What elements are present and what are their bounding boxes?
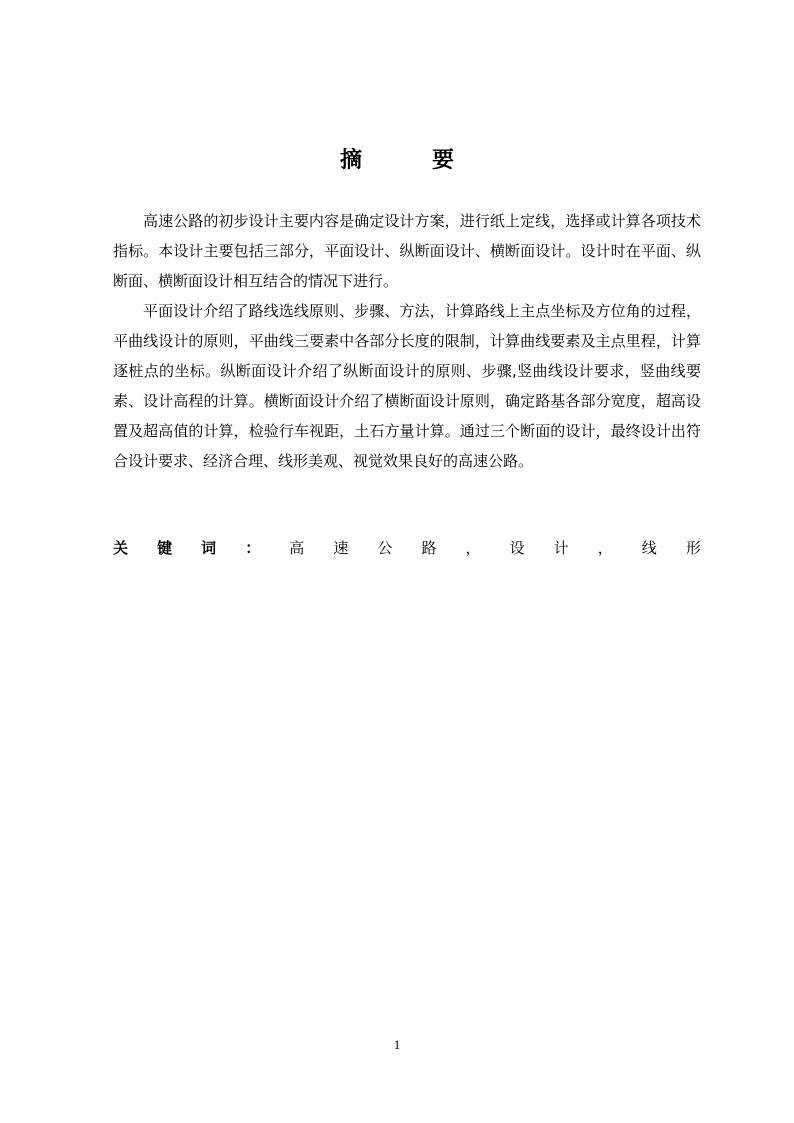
keywords-line (113, 534, 701, 562)
keyword-char: 线 (641, 539, 657, 557)
keyword-char: 速 (333, 539, 349, 557)
keywords-label-char: 词 (201, 539, 217, 557)
keywords-label-char: ： (245, 539, 261, 557)
keyword-char: 公 (377, 539, 393, 557)
keywords-label-char: 键 (157, 539, 173, 557)
page-number: 1 (393, 1037, 401, 1052)
abstract-body (113, 206, 701, 476)
keyword-char: ， (465, 539, 481, 557)
keyword-char: 高 (289, 539, 305, 557)
abstract-paragraph: 平面设计介绍了路线选线原则、步骤、方法，计算路线上主点坐标及方位角的过程，平曲线设计的原则，平曲线三要素中各部分长度的限制，计算曲线要素及主点里程，计算逐桩点的坐标。纵断面设计介绍了纵断面设计的原则、步骤,竖曲线设计要求，竖曲线要素、设计高程的计算。横断面设计介绍了横断面设计原则，确定路基各部分宽度，超高设置及超高值的计算，检验行车视距，土石方量计算。通过三个断面的设计，最终设计出符合设计要求、经济合理、线形美观、视觉效果良好的高速公路。 (113, 302, 701, 470)
keyword-char: 计 (553, 539, 569, 557)
abstract-paragraph: 高速公路的初步设计主要内容是确定设计方案，进行纸上定线，选择或计算各项技术指标。本设计主要包括三部分，平面设计、纵断面设计、横断面设计。设计时在平面、纵断面、横断面设计相互结合的情况下进行。 (113, 212, 701, 290)
keyword-char: ， (597, 539, 613, 557)
keyword-char: 形 (685, 539, 701, 557)
page-title: 摘 要 (339, 148, 478, 173)
keyword-char: 路 (421, 539, 437, 557)
keywords-label-char: 关 (113, 539, 129, 557)
keyword-char: 设 (509, 539, 525, 557)
